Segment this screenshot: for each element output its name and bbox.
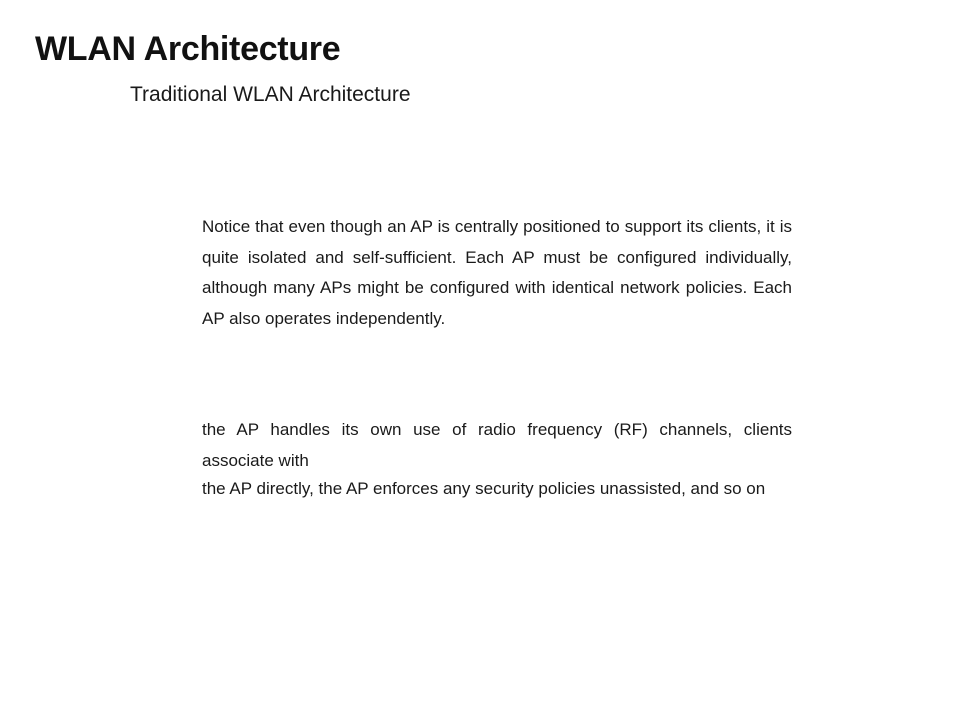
paragraph-text: the AP directly, the AP enforces any security policies unassisted, and so on — [202, 479, 766, 498]
body-paragraph-rf-channels — [202, 415, 792, 476]
slide-subtitle: Traditional WLAN Architecture — [130, 83, 411, 106]
body-paragraph-ap-isolation — [202, 212, 792, 334]
paragraph-text: the AP handles its own use of radio frequency (RF) channels, clients associate with — [202, 420, 792, 470]
slide-title: WLAN Architecture — [35, 30, 341, 68]
paragraph-text: Notice that even though an AP is centrally positioned to support its clients, it is quite isolated and self-sufficient. Each AP must be configured individually, although many APs might be configured with identical network policies. Each AP also operates independently. — [202, 217, 792, 328]
body-paragraph-security-policies — [202, 474, 792, 505]
